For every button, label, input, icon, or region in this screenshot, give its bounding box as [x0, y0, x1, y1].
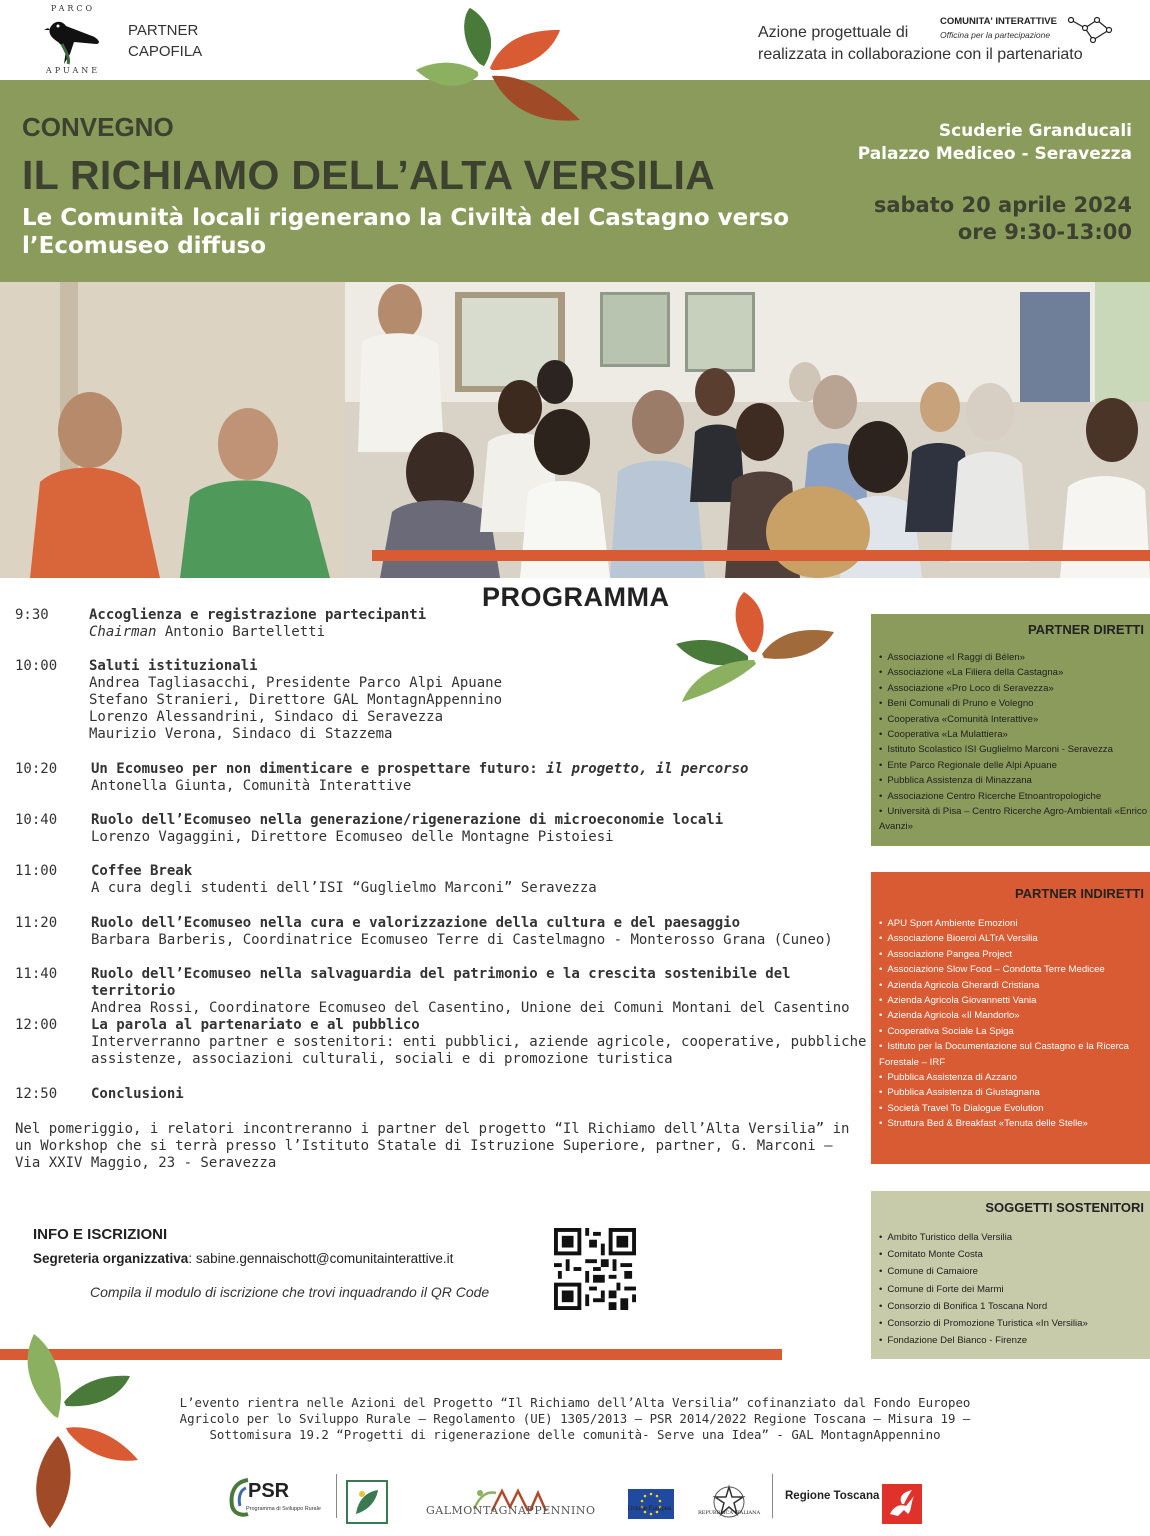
list-item: • APU Sport Ambiente Emozioni	[879, 916, 1149, 931]
gal-logo-text: GALMONTAGNAPPENNINO	[426, 1504, 596, 1517]
program-heading: Accoglienza e registrazione partecipanti	[89, 607, 427, 623]
network-icon	[1065, 14, 1115, 46]
program-time: 12:50	[15, 1086, 58, 1102]
repubblica-emblem-icon	[712, 1474, 746, 1530]
audience-photo	[0, 282, 1150, 578]
program-heading: Coffee Break	[91, 863, 193, 879]
list-item: • Pubblica Assistenza di Giustagnana	[879, 1085, 1149, 1100]
regione-toscana-pegasus-icon	[882, 1476, 922, 1532]
list-item: • Associazione Pangea Project	[879, 947, 1149, 962]
partner-indiretti-box	[871, 872, 1150, 1164]
program-heading: Ruolo dell’Ecomuseo nella generazione/rigenerazione di microeconomie locali	[91, 812, 724, 828]
list-item: • Pubblica Assistenza di Minazzana	[879, 773, 1149, 788]
list-item: • Comitato Monte Costa	[879, 1246, 1149, 1263]
program-detail: Andrea Rossi, Coordinatore Ecomuseo del Casentino, Unione dei Comuni Montani del Casentino	[91, 1000, 850, 1016]
program-heading: Ruolo dell’Ecomuseo nella salvaguardia del patrimonio e la crescita sostenibile del territorio	[91, 966, 791, 999]
parco-logo-bottom-text: APUANE	[45, 66, 101, 75]
list-item: • Associazione «La Filiera della Castagna»	[879, 665, 1149, 680]
leaves-header-icon	[410, 4, 590, 126]
list-item: • Azienda Agricola «Il Mandorlo»	[879, 1008, 1149, 1023]
gal-logo-icon	[470, 1472, 550, 1528]
event-title: IL RICHIAMO DELL’ALTA VERSILIA	[22, 152, 716, 198]
program-detail: Andrea Tagliasacchi, Presidente Parco Alpi Apuane Stefano Stranieri, Direttore GAL MontagnAppennino Lorenzo Alessandrini, Sindaco di Seravezza Maurizio Verona, Sindaco di Stazzema	[89, 675, 503, 742]
funding-note: L’evento rientra nelle Azioni del Progetto “Il Richiamo dell’Alta Versilia” cofinanziato dal Fondo Europeo Agricolo per lo Sviluppo Rurale – Regolamento (UE) 1305/2013 – PSR 2014/2022 Regione Toscana – Misura 19 – Sottomisura 19.2 “Progetti di rigenerazione delle comunità- Serve una Idea” - GAL MontagnAppennino	[179, 1395, 971, 1442]
event-date: sabato 20 aprile 2024	[873, 193, 1132, 217]
partner-indiretti-title: PARTNER INDIRETTI	[1014, 886, 1144, 901]
list-item: • Consorzio di Bonifica 1 Toscana Nord	[879, 1298, 1149, 1315]
event-hours: ore 9:30-13:00	[957, 220, 1132, 244]
partner-diretti-list	[879, 650, 1149, 835]
azione-progettuale-text: Azione progettuale di realizzata in collaborazione con il partenariato	[758, 24, 1083, 63]
program-heading: La parola al partenariato e al pubblico	[91, 1017, 420, 1033]
program-time: 12:00	[15, 1017, 58, 1033]
parco-apuane-logo	[28, 4, 118, 78]
leader-logo-icon	[346, 1474, 388, 1530]
list-item: • Cooperativa «La Mulattiera»	[879, 727, 1149, 742]
regione-toscana-text: Regione Toscana	[785, 1490, 880, 1502]
program-time: 11:40	[15, 966, 58, 982]
event-subtitle: Le Comunità locali rigenerano la Civiltà del Castagno verso l’Ecomuseo diffuso	[22, 205, 790, 259]
sponsor-logos	[0, 1468, 1150, 1528]
event-datetime	[874, 192, 1132, 246]
partner-capofila-label: PARTNER CAPOFILA	[128, 22, 203, 60]
programma-title: PROGRAMMA	[482, 582, 670, 612]
qr-instructions: Compila il modulo di iscrizione che trovi inquadrando il QR Code	[90, 1284, 490, 1300]
psr-logo-subtext: Programma di Sviluppo Rurale	[246, 1506, 321, 1512]
photo-divider-bar	[372, 550, 1150, 561]
program-detail: Antonella Giunta, Comunità Interattive	[91, 778, 412, 794]
list-item: • Istituto per la Documentazione sul Castagno e la Ricerca Forestale – IRF	[879, 1039, 1149, 1070]
list-item: • Ente Parco Regionale delle Alpi Apuane	[879, 758, 1149, 773]
list-item: • Istituto Scolastico ISI Guglielmo Marconi - Seravezza	[879, 742, 1149, 757]
program-detail: Barbara Barberis, Coordinatrice Ecomuseo Terre di Castelmagno - Monterosso Grana (Cuneo)	[91, 932, 833, 948]
segreteria-email[interactable]: sabine.gennaischott@comunitainterattive.it	[195, 1251, 454, 1266]
program-time: 10:00	[15, 658, 58, 674]
list-item: • Cooperativa «Comunità Interattive»	[879, 712, 1149, 727]
parco-logo-top-text: PARCO	[50, 4, 96, 13]
list-item: • Associazione «Pro Loco di Seravezza»	[879, 681, 1149, 696]
program-time: 10:20	[15, 761, 58, 777]
partner-diretti-box	[871, 614, 1150, 846]
ci-logo-name: COMUNITA' INTERATTIVE	[940, 16, 1057, 27]
list-item: • Comune di Camaiore	[879, 1263, 1149, 1280]
list-item: • Università di Pisa – Centro Ricerche Agro-Ambientali «Enrico Avanzi»	[879, 804, 1149, 835]
segreteria-line: Segreteria organizzativa: sabine.gennaischott@comunitainterattive.it	[33, 1251, 454, 1266]
list-item: • Consorzio di Promozione Turistica «In Versilia»	[879, 1315, 1149, 1332]
sostenitori-title: SOGGETTI SOSTENITORI	[985, 1200, 1144, 1215]
list-item: • Comune di Forte dei Marmi	[879, 1281, 1149, 1298]
program-time: 9:30	[15, 607, 49, 623]
list-item: • Beni Comunali di Pruno e Volegno	[879, 696, 1149, 711]
comunita-interattive-logo	[940, 14, 1140, 50]
list-item: • Azienda Agricola Gherardi Cristiana	[879, 978, 1149, 993]
list-item: • Associazione «I Raggi di Bélen»	[879, 650, 1149, 665]
list-item: • Cooperativa Sociale La Spiga	[879, 1024, 1149, 1039]
list-item: • Fondazione Del Bianco - Firenze	[879, 1332, 1149, 1349]
list-item: • Associazione Bioeroi ALTrA Versilia	[879, 931, 1149, 946]
list-item: • Struttura Bed & Breakfast «Tenuta delle Stelle»	[879, 1116, 1149, 1131]
program-detail: Interverranno partner e sostenitori: enti pubblici, aziende agricole, cooperative, pubbliche assistenze, associazioni culturali, sociali e di promozione turistica	[91, 1034, 867, 1067]
list-item: • Ambito Turistico della Versilia	[879, 1229, 1149, 1246]
program-detail: Chairman Antonio Bartelletti	[89, 624, 326, 640]
list-item: • Azienda Agricola Giovannetti Vania	[879, 993, 1149, 1008]
program-detail: Lorenzo Vagaggini, Direttore Ecomuseo delle Montagne Pistoiesi	[91, 829, 614, 845]
sostenitori-list	[879, 1229, 1149, 1349]
psr-logo-text: PSR	[248, 1480, 290, 1502]
program-time: 11:20	[15, 915, 58, 931]
list-item: • Associazione Slow Food – Condotta Terre Medicee	[879, 962, 1149, 977]
ci-logo-tagline: Officina per la partecipazione	[940, 30, 1051, 40]
program-heading: Ruolo dell’Ecomuseo nella cura e valorizzazione della cultura e del paesaggio	[91, 915, 741, 931]
qr-code-icon[interactable]	[554, 1228, 636, 1310]
convegno-label: CONVEGNO	[22, 112, 174, 142]
psr-emblem-icon	[228, 1468, 250, 1524]
program-detail: A cura degli studenti dell’ISI “Guglielmo Marconi” Seravezza	[91, 880, 597, 896]
partner-indiretti-list	[879, 916, 1149, 1132]
workshop-note: Nel pomeriggio, i relatori incontreranno i partner del progetto “Il Richiamo dell’Alta Versilia” in un Workshop che si terrà presso l’Istituto Statale di Istruzione Superiore, partner, G. Marconi – Via XXIV Maggio, 23 - Seravezza	[15, 1121, 850, 1171]
program-heading: Conclusioni	[91, 1086, 184, 1102]
program-time: 11:00	[15, 863, 58, 879]
program-heading: Un Ecomuseo per non dimenticare e prospettare futuro: il progetto, il percorso	[91, 761, 749, 777]
list-item: • Società Travel To Dialogue Evolution	[879, 1101, 1149, 1116]
program-heading: Saluti istituzionali	[89, 658, 258, 674]
list-item: • Associazione Centro Ricerche Etnoantropologiche	[879, 789, 1149, 804]
program-time: 10:40	[15, 812, 58, 828]
sostenitori-box	[871, 1191, 1150, 1359]
eu-flag-icon	[628, 1476, 674, 1532]
partner-diretti-title: PARTNER DIRETTI	[1027, 622, 1144, 637]
list-item: • Pubblica Assistenza di Azzano	[879, 1070, 1149, 1085]
repubblica-logo-text: REPUBBLICA ITALIANA	[698, 1510, 761, 1516]
info-title: INFO E ISCRIZIONI	[33, 1226, 168, 1243]
bird-icon	[44, 14, 104, 66]
venue: Scuderie Granducali Palazzo Mediceo - Seravezza	[857, 121, 1132, 164]
eu-logo-text: Unione Europea	[628, 1506, 672, 1512]
